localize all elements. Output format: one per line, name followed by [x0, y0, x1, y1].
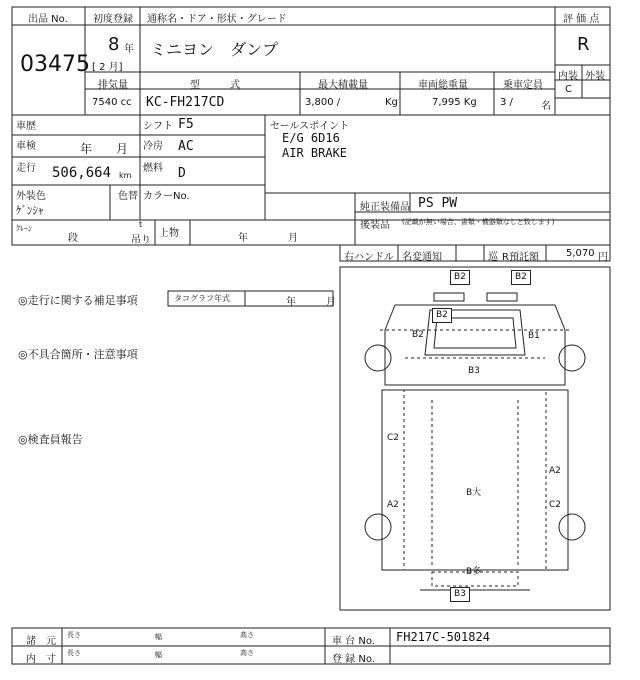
- inspection-value: 年 月: [80, 142, 129, 156]
- fuel-label: 燃料: [143, 163, 163, 174]
- color-no-label: カラーNo.: [143, 191, 190, 202]
- recycle-amount: 5,070: [566, 248, 595, 259]
- ac-label: 冷房: [143, 141, 163, 152]
- inspector-report-heading: ◎検査員報告: [18, 433, 83, 446]
- aftermarket-note: (記載が無い場合、書類・機器類なしと致します): [402, 218, 555, 226]
- lot-label: 出品 No.: [28, 14, 68, 25]
- genuine-equip-label: 純正装備品: [360, 202, 410, 213]
- name-change-label: 名変通知: [402, 252, 442, 263]
- score-label: 評 価 点: [563, 14, 600, 25]
- length-label: 長さ: [67, 631, 81, 639]
- damage-mark: B2: [432, 308, 452, 323]
- crane-ton: t: [139, 220, 143, 229]
- tax-label: 巡: [488, 252, 498, 263]
- fuel-value: D: [178, 166, 186, 181]
- shift-value: F5: [178, 117, 194, 132]
- crane-label: ｸﾚｰﾝ: [16, 224, 32, 233]
- reg-label: 登 録 No.: [332, 654, 375, 665]
- recycle-label: R預託額: [502, 252, 539, 263]
- max-load-unit: Kg: [385, 97, 398, 108]
- model-name-label: 通称名・ドア・形状・グレード: [147, 14, 287, 25]
- defects-heading: ◎不具合箇所・注意事項: [18, 348, 138, 361]
- lot-number: 03475: [20, 52, 90, 77]
- height-label: 高さ: [240, 631, 254, 639]
- damage-mark: B2: [511, 270, 531, 285]
- damage-mark: B大: [466, 488, 482, 498]
- size-label: 内 寸: [26, 654, 56, 665]
- aftermarket-label: 後装品: [360, 220, 390, 231]
- damage-mark: B3: [468, 366, 480, 376]
- rhd-notice: 右ハンドル: [344, 252, 394, 263]
- year-unit: 年: [124, 44, 134, 55]
- ext-color-value: ｹﾞﾝｼｬ: [16, 204, 44, 217]
- chassis-label: 車 台 No.: [332, 636, 375, 647]
- length-label-2: 長さ: [67, 649, 81, 657]
- running-notes-heading: ◎走行に関する補足事項: [18, 294, 138, 307]
- interior-label: 内装: [558, 71, 578, 82]
- ext-color-label: 外装色: [16, 191, 46, 202]
- first-reg-label: 初度登録: [93, 14, 133, 25]
- score: R: [577, 34, 590, 55]
- damage-mark: C2: [549, 500, 562, 510]
- damage-mark: B多: [466, 567, 482, 577]
- tachograph-date: 年 月: [286, 297, 336, 308]
- first-reg-year: 8: [108, 34, 120, 55]
- damage-mark: B2: [450, 270, 470, 285]
- damage-mark: B2: [412, 330, 424, 340]
- gross-weight: 7,995 Kg: [432, 97, 477, 108]
- model-type: KC-FH217CD: [146, 95, 225, 110]
- capacity-unit: 名: [541, 101, 551, 112]
- damage-mark: B3: [450, 587, 470, 602]
- crane-lift: 吊り: [131, 235, 151, 246]
- mileage-value: 506,664: [52, 165, 112, 181]
- dims-label: 諸 元: [26, 636, 56, 647]
- type-label: 型 式: [190, 80, 240, 91]
- max-load-label: 最大積載量: [318, 80, 368, 91]
- capacity: 3 /: [500, 97, 513, 108]
- genuine-equip-value: PS PW: [418, 196, 458, 211]
- recycle-unit: 円: [598, 252, 608, 263]
- equipped-label: 上物: [159, 228, 179, 239]
- ac-value: AC: [178, 139, 194, 154]
- model-name: ミニヨン ダンプ: [150, 40, 279, 59]
- exterior-label: 外装: [585, 71, 605, 82]
- selling-point-1: E/G 6D16: [282, 131, 340, 145]
- height-label-2: 高さ: [240, 649, 254, 657]
- width-label-2: 幅: [155, 651, 162, 659]
- max-load: 3,800 /: [305, 97, 341, 108]
- interior-score: C: [565, 84, 572, 95]
- damage-mark: B1: [528, 331, 540, 341]
- gross-weight-label: 車両総重量: [418, 80, 468, 91]
- history-label: 車歴: [16, 121, 36, 132]
- shift-label: シフト: [143, 121, 173, 132]
- crane-stage: 段: [68, 233, 78, 244]
- damage-mark: C2: [387, 433, 400, 443]
- damage-mark: A2: [549, 466, 561, 476]
- equipped-date: 年 月: [238, 233, 298, 244]
- inspection-label: 車検: [16, 141, 36, 152]
- selling-points-label: セールスポイント: [270, 121, 350, 132]
- displacement: 7540 cc: [92, 97, 132, 108]
- color-change-label: 色替: [118, 191, 138, 202]
- mileage-label: 走行: [16, 163, 36, 174]
- displacement-label: 排気量: [98, 80, 128, 91]
- chassis-number: FH217C-501824: [396, 630, 490, 644]
- capacity-label: 乗車定員: [503, 80, 543, 91]
- mileage-unit: km: [119, 171, 132, 180]
- tachograph-label: タコグラフ年式: [174, 294, 230, 303]
- width-label: 幅: [155, 633, 162, 641]
- damage-mark: A2: [387, 500, 399, 510]
- first-reg-month: [ 2 月]: [92, 62, 123, 73]
- selling-point-2: AIR BRAKE: [282, 146, 348, 160]
